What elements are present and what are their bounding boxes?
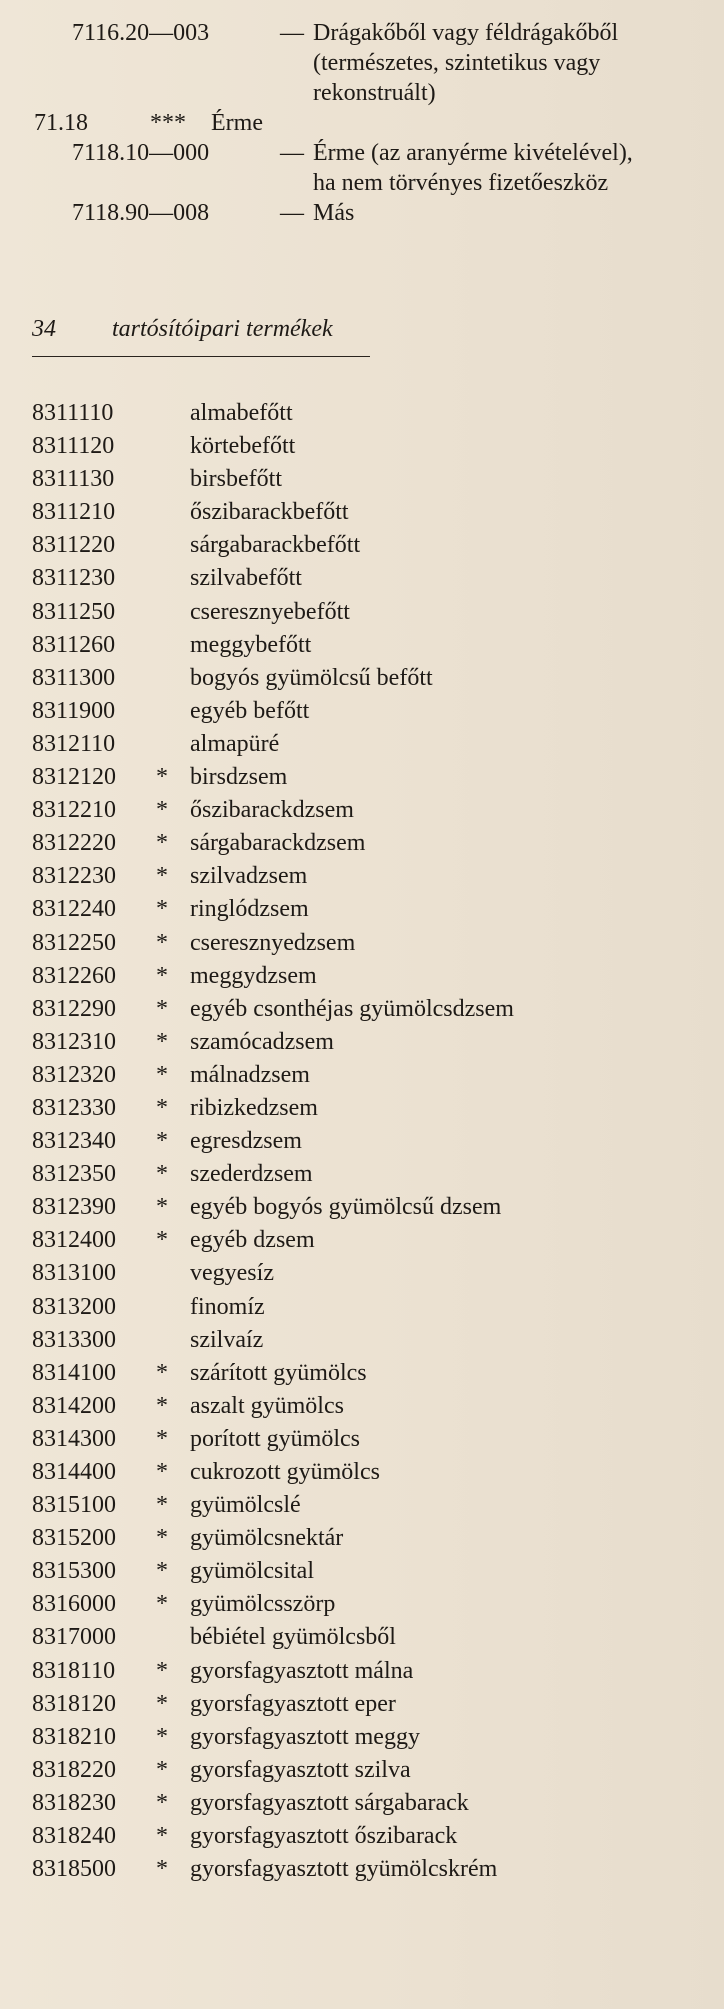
tariff-heading-code: 71.18 bbox=[34, 110, 88, 136]
tariff-entry bbox=[0, 138, 724, 198]
asterisk-marker: * bbox=[156, 863, 168, 890]
product-name: cukrozott gyümölcs bbox=[190, 1459, 380, 1485]
product-code: 8311120 bbox=[32, 433, 115, 460]
asterisk-marker: * bbox=[156, 1227, 168, 1254]
product-name: gyümölcsnektár bbox=[190, 1525, 344, 1552]
product-name: almapüré bbox=[190, 730, 280, 757]
asterisk-marker: * bbox=[156, 1128, 168, 1155]
product-row bbox=[0, 1390, 724, 1423]
product-row bbox=[0, 1026, 724, 1059]
product-row bbox=[0, 827, 724, 860]
product-code: 8318110 bbox=[32, 1657, 116, 1684]
product-name: sárgabarackbefőtt bbox=[190, 532, 361, 559]
product-name: vegyesíz bbox=[190, 1260, 274, 1287]
tariff-dash: — bbox=[280, 20, 304, 46]
product-row bbox=[0, 1820, 724, 1853]
product-name: egyéb bogyós gyümölcsű dzsem bbox=[190, 1194, 502, 1221]
product-name: cseresznyebefőtt bbox=[190, 598, 350, 625]
product-code: 8312220 bbox=[32, 830, 116, 857]
product-code: 8315100 bbox=[32, 1492, 116, 1519]
tariff-heading bbox=[0, 108, 724, 138]
product-code: 8311300 bbox=[32, 664, 116, 691]
product-code: 8311900 bbox=[32, 697, 116, 724]
product-row bbox=[0, 463, 724, 496]
product-row bbox=[0, 562, 724, 595]
asterisk-marker: * bbox=[156, 797, 168, 824]
product-name: egresdzsem bbox=[190, 1128, 302, 1155]
product-code: 8311230 bbox=[32, 565, 116, 592]
product-code: 8312250 bbox=[32, 929, 116, 956]
product-name: málnadzsem bbox=[190, 1061, 310, 1088]
product-code: 8314300 bbox=[32, 1425, 116, 1452]
asterisk-marker: * bbox=[156, 1723, 168, 1750]
product-code: 8312110 bbox=[32, 730, 116, 757]
asterisk-marker: * bbox=[156, 1558, 168, 1585]
product-name: birsbefőtt bbox=[190, 466, 282, 493]
product-name: gyorsfagyasztott málna bbox=[190, 1657, 414, 1684]
product-code: 8312320 bbox=[32, 1061, 116, 1088]
product-code: 8312120 bbox=[32, 764, 116, 791]
product-name: egyéb csonthéjas gyümölcsdzsem bbox=[190, 995, 514, 1022]
tariff-description-line: Érme (az aranyérme kivételével), bbox=[313, 140, 633, 166]
tariff-heading-stars: *** bbox=[150, 110, 186, 136]
product-code: 8315200 bbox=[32, 1525, 116, 1552]
section-heading bbox=[32, 314, 333, 344]
product-row bbox=[0, 397, 724, 430]
product-name: cseresznyedzsem bbox=[190, 929, 356, 956]
product-row bbox=[0, 662, 724, 695]
product-row bbox=[0, 1522, 724, 1555]
product-code: 8312290 bbox=[32, 995, 116, 1022]
product-row bbox=[0, 1092, 724, 1125]
product-name: meggydzsem bbox=[190, 962, 317, 989]
tariff-code: 7116.20—003 bbox=[72, 20, 210, 46]
product-row bbox=[0, 529, 724, 562]
tariff-entry bbox=[0, 198, 724, 228]
product-row bbox=[0, 1456, 724, 1489]
product-row bbox=[0, 1224, 724, 1257]
product-name: gyorsfagyasztott eper bbox=[190, 1690, 396, 1717]
asterisk-marker: * bbox=[156, 1823, 168, 1850]
section-heading-underline bbox=[32, 356, 370, 357]
product-row bbox=[0, 1787, 724, 1820]
asterisk-marker: * bbox=[156, 896, 168, 923]
tariff-entry bbox=[0, 18, 724, 108]
product-code: 8318220 bbox=[32, 1756, 116, 1783]
tariff-dash: — bbox=[280, 140, 304, 166]
product-row bbox=[0, 1324, 724, 1357]
product-code: 8318240 bbox=[32, 1823, 116, 1850]
product-name: gyümölcsszörp bbox=[190, 1591, 336, 1618]
product-row bbox=[0, 1257, 724, 1290]
product-name: gyorsfagyasztott gyümölcskrém bbox=[190, 1856, 498, 1883]
product-code: 8312390 bbox=[32, 1194, 116, 1221]
product-code: 8318230 bbox=[32, 1789, 116, 1816]
product-name: szárított gyümölcs bbox=[190, 1359, 367, 1386]
product-code: 8312340 bbox=[32, 1128, 116, 1155]
product-row bbox=[0, 1754, 724, 1787]
product-code: 8314100 bbox=[32, 1359, 116, 1386]
asterisk-marker: * bbox=[156, 1061, 168, 1088]
product-code: 8312400 bbox=[32, 1227, 116, 1254]
product-row bbox=[0, 1158, 724, 1191]
tariff-description-line: rekonstruált) bbox=[313, 80, 436, 106]
section-number: 34 bbox=[32, 316, 56, 342]
product-row bbox=[0, 728, 724, 761]
product-code-list bbox=[0, 397, 724, 1886]
product-code: 8311210 bbox=[32, 499, 116, 526]
product-name: birsdzsem bbox=[190, 764, 288, 791]
product-row bbox=[0, 430, 724, 463]
product-name: gyorsfagyasztott meggy bbox=[190, 1723, 420, 1750]
asterisk-marker: * bbox=[156, 1856, 168, 1883]
product-name: bébiétel gyümölcsből bbox=[190, 1624, 396, 1651]
product-name: körtebefőtt bbox=[190, 433, 296, 460]
product-code: 8318210 bbox=[32, 1723, 116, 1750]
product-row bbox=[0, 1688, 724, 1721]
asterisk-marker: * bbox=[156, 1459, 168, 1485]
product-name: egyéb dzsem bbox=[190, 1227, 315, 1254]
product-code: 8312330 bbox=[32, 1094, 116, 1121]
product-code: 8312350 bbox=[32, 1161, 116, 1188]
product-name: szilvabefőtt bbox=[190, 565, 302, 592]
product-row bbox=[0, 893, 724, 926]
product-row bbox=[0, 596, 724, 629]
product-code: 8311260 bbox=[32, 631, 116, 658]
asterisk-marker: * bbox=[156, 830, 168, 857]
tariff-description-line: ha nem törvényes fizetőeszköz bbox=[313, 170, 609, 196]
product-row bbox=[0, 1423, 724, 1456]
product-code: 8311250 bbox=[32, 598, 116, 625]
asterisk-marker: * bbox=[156, 1425, 168, 1452]
product-row bbox=[0, 1655, 724, 1688]
asterisk-marker: * bbox=[156, 1525, 168, 1552]
product-name: szilvaíz bbox=[190, 1326, 264, 1353]
asterisk-marker: * bbox=[156, 962, 168, 989]
tariff-description-line: (természetes, szintetikus vagy bbox=[313, 50, 601, 76]
product-name: sárgabarackdzsem bbox=[190, 830, 366, 857]
product-name: egyéb befőtt bbox=[190, 697, 310, 724]
product-row bbox=[0, 1191, 724, 1224]
product-row bbox=[0, 629, 724, 662]
product-code: 8312310 bbox=[32, 1028, 116, 1055]
product-code: 8318500 bbox=[32, 1856, 116, 1883]
product-name: gyümölcslé bbox=[190, 1492, 301, 1519]
product-code: 8311220 bbox=[32, 532, 116, 559]
product-row bbox=[0, 1291, 724, 1324]
product-name: gyümölcsital bbox=[190, 1558, 314, 1585]
product-row bbox=[0, 993, 724, 1026]
asterisk-marker: * bbox=[156, 995, 168, 1022]
product-row bbox=[0, 695, 724, 728]
asterisk-marker: * bbox=[156, 1756, 168, 1783]
asterisk-marker: * bbox=[156, 1657, 168, 1684]
product-code: 8316000 bbox=[32, 1591, 116, 1618]
product-name: bogyós gyümölcsű befőtt bbox=[190, 664, 433, 691]
tariff-description bbox=[313, 198, 713, 228]
product-row bbox=[0, 761, 724, 794]
product-row bbox=[0, 1357, 724, 1390]
product-code: 8317000 bbox=[32, 1624, 116, 1651]
product-row bbox=[0, 960, 724, 993]
tariff-description-line: Drágakőből vagy féldrágakőből bbox=[313, 20, 619, 46]
product-name: porított gyümölcs bbox=[190, 1425, 360, 1452]
tariff-code: 7118.10—000 bbox=[72, 140, 210, 166]
product-name: ribizkedzsem bbox=[190, 1094, 318, 1121]
product-code: 8312210 bbox=[32, 797, 116, 824]
product-name: szamócadzsem bbox=[190, 1028, 334, 1055]
asterisk-marker: * bbox=[156, 1591, 168, 1618]
tariff-description-line: Más bbox=[313, 200, 355, 226]
product-code: 8314200 bbox=[32, 1392, 116, 1419]
asterisk-marker: * bbox=[156, 1194, 168, 1221]
product-row bbox=[0, 496, 724, 529]
tariff-dash: — bbox=[280, 200, 304, 226]
tariff-description bbox=[313, 138, 713, 198]
asterisk-marker: * bbox=[156, 1359, 168, 1386]
tariff-heading-label: Érme bbox=[211, 110, 263, 136]
product-row bbox=[0, 1621, 724, 1654]
product-code: 8318120 bbox=[32, 1690, 116, 1717]
product-name: meggybefőtt bbox=[190, 631, 312, 658]
asterisk-marker: * bbox=[156, 1690, 168, 1717]
product-row bbox=[0, 1721, 724, 1754]
product-name: gyorsfagyasztott őszibarack bbox=[190, 1823, 458, 1850]
product-name: őszibarackdzsem bbox=[190, 797, 354, 824]
tariff-code: 7118.90—008 bbox=[72, 200, 210, 226]
product-name: finomíz bbox=[190, 1293, 265, 1320]
product-code: 8315300 bbox=[32, 1558, 116, 1585]
product-code: 8313100 bbox=[32, 1260, 116, 1287]
product-code: 8311130 bbox=[32, 466, 115, 493]
product-row bbox=[0, 1125, 724, 1158]
product-row bbox=[0, 1489, 724, 1522]
asterisk-marker: * bbox=[156, 1094, 168, 1121]
product-row bbox=[0, 927, 724, 960]
product-code: 8312230 bbox=[32, 863, 116, 890]
asterisk-marker: * bbox=[156, 1392, 168, 1419]
asterisk-marker: * bbox=[156, 764, 168, 791]
product-name: szilvadzsem bbox=[190, 863, 308, 890]
product-name: gyorsfagyasztott sárgabarack bbox=[190, 1789, 469, 1816]
asterisk-marker: * bbox=[156, 929, 168, 956]
asterisk-marker: * bbox=[156, 1161, 168, 1188]
product-name: gyorsfagyasztott szilva bbox=[190, 1756, 411, 1783]
section-title-text: tartósítóipari termékek bbox=[112, 316, 333, 342]
product-code: 8312240 bbox=[32, 896, 116, 923]
product-row bbox=[0, 860, 724, 893]
product-row bbox=[0, 1059, 724, 1092]
product-code: 8313300 bbox=[32, 1326, 116, 1353]
tariff-description bbox=[313, 18, 713, 108]
product-code: 8314400 bbox=[32, 1459, 116, 1485]
product-row bbox=[0, 1853, 724, 1886]
product-row bbox=[0, 794, 724, 827]
asterisk-marker: * bbox=[156, 1028, 168, 1055]
product-name: őszibarackbefőtt bbox=[190, 499, 349, 526]
product-row bbox=[0, 1555, 724, 1588]
product-code: 8311110 bbox=[32, 400, 114, 426]
tariff-code-section bbox=[0, 18, 724, 228]
product-name: ringlódzsem bbox=[190, 896, 309, 923]
product-code: 8312260 bbox=[32, 962, 116, 989]
product-code: 8313200 bbox=[32, 1293, 116, 1320]
product-name: aszalt gyümölcs bbox=[190, 1392, 344, 1419]
product-row bbox=[0, 1588, 724, 1621]
asterisk-marker: * bbox=[156, 1789, 168, 1816]
asterisk-marker: * bbox=[156, 1492, 168, 1519]
product-name: szederdzsem bbox=[190, 1161, 313, 1188]
product-name: almabefőtt bbox=[190, 400, 293, 426]
